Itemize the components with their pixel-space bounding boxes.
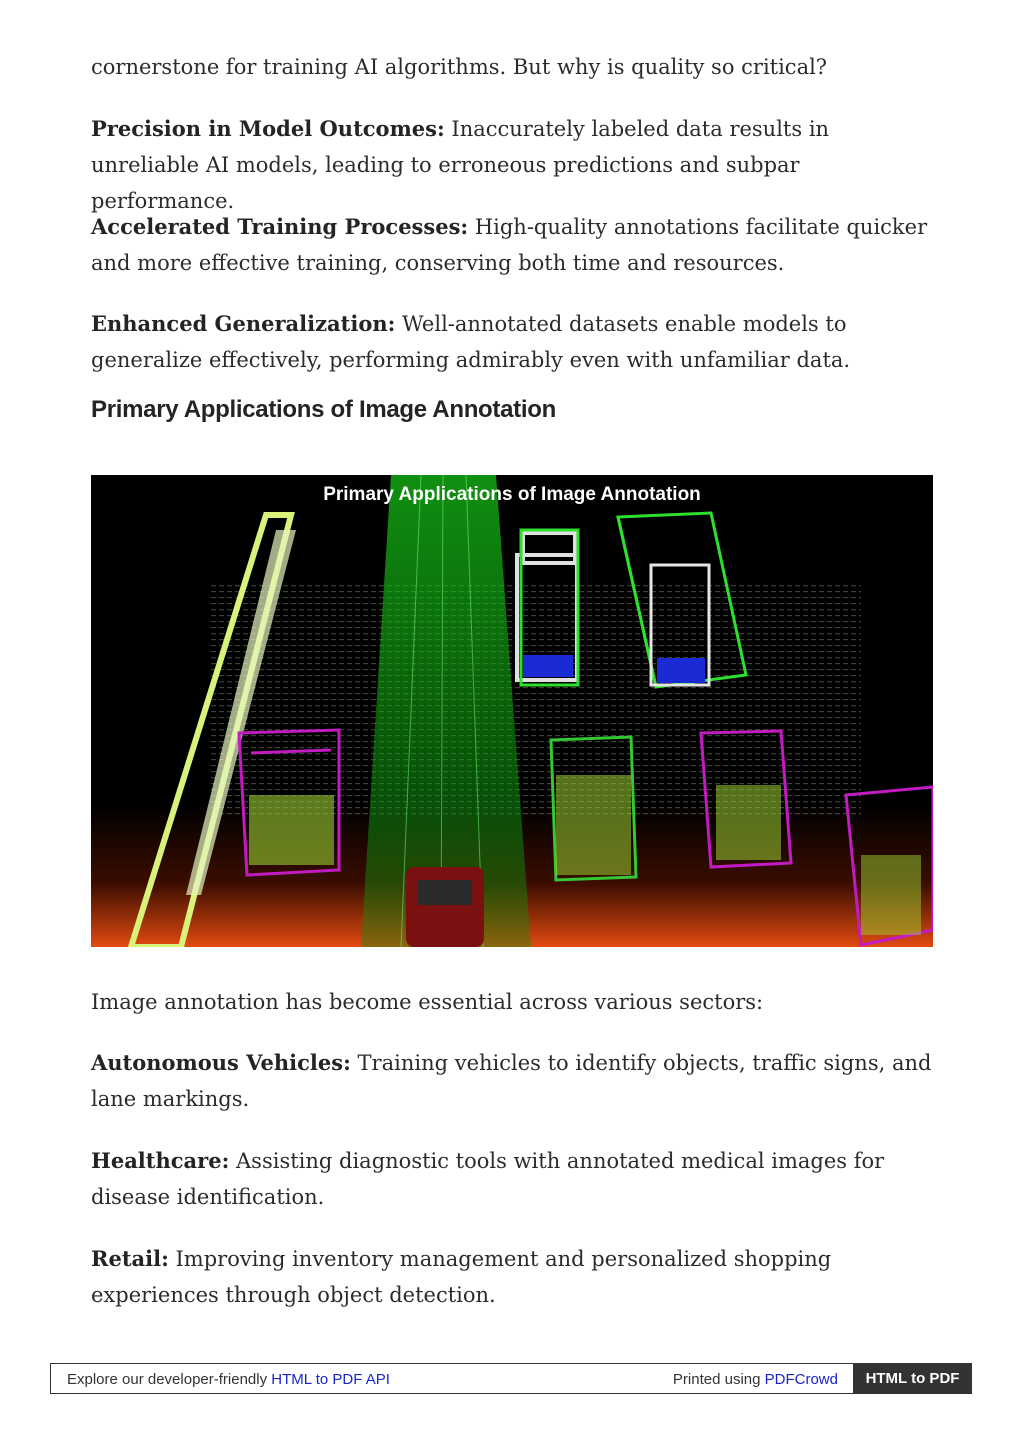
pdfcrowd-link[interactable]: PDFCrowd xyxy=(764,1371,838,1388)
html-to-pdf-api-link[interactable]: HTML to PDF API xyxy=(271,1371,390,1388)
sector-term: Healthcare: xyxy=(91,1148,230,1173)
sector-term: Retail: xyxy=(91,1246,169,1271)
benefit-term: Accelerated Training Processes: xyxy=(91,214,469,239)
sector-retail xyxy=(91,1241,933,1313)
benefit-term: Precision in Model Outcomes: xyxy=(91,116,445,141)
benefit-training xyxy=(91,209,933,281)
footer-printed-text: Printed using xyxy=(672,1371,761,1388)
benefit-text: Well-annotated datasets enable models to generalize effectively, performing admirably even with unfamiliar data. xyxy=(91,312,851,372)
lidar-annotation-image xyxy=(91,475,933,947)
benefit-term: Enhanced Generalization: xyxy=(91,311,396,336)
sector-text: Improving inventory management and personalized shopping experiences through object detection. xyxy=(91,1247,832,1307)
sector-text: Training vehicles to identify objects, traffic signs, and lane markings. xyxy=(91,1051,932,1111)
pdf-footer-bar xyxy=(50,1363,972,1394)
lidar-scene xyxy=(91,475,933,947)
benefit-text: Inaccurately labeled data results in unreliable AI models, leading to erroneous predictions and subpar performance. xyxy=(91,117,830,213)
benefit-precision xyxy=(91,111,933,219)
sector-healthcare xyxy=(91,1143,933,1215)
html-to-pdf-button[interactable]: HTML to PDF xyxy=(853,1363,972,1394)
footer-explore xyxy=(67,1371,390,1388)
sector-text: Assisting diagnostic tools with annotated medical images for disease identification. xyxy=(91,1149,885,1209)
sector-autonomous-vehicles xyxy=(91,1045,933,1117)
section-heading: Primary Applications of Image Annotation xyxy=(91,396,556,423)
benefit-text: High-quality annotations facilitate quicker and more effective training, conserving both time and resources. xyxy=(91,215,928,275)
footer-explore-text: Explore our developer-friendly xyxy=(67,1371,268,1388)
benefit-generalization xyxy=(91,306,933,378)
intro-paragraph: cornerstone for training AI algorithms. But why is quality so critical? xyxy=(91,55,828,79)
sector-term: Autonomous Vehicles: xyxy=(91,1050,351,1075)
sectors-intro: Image annotation has become essential across various sectors: xyxy=(91,990,764,1014)
footer-printed xyxy=(673,1371,838,1388)
figure-caption: Primary Applications of Image Annotation xyxy=(323,484,701,505)
